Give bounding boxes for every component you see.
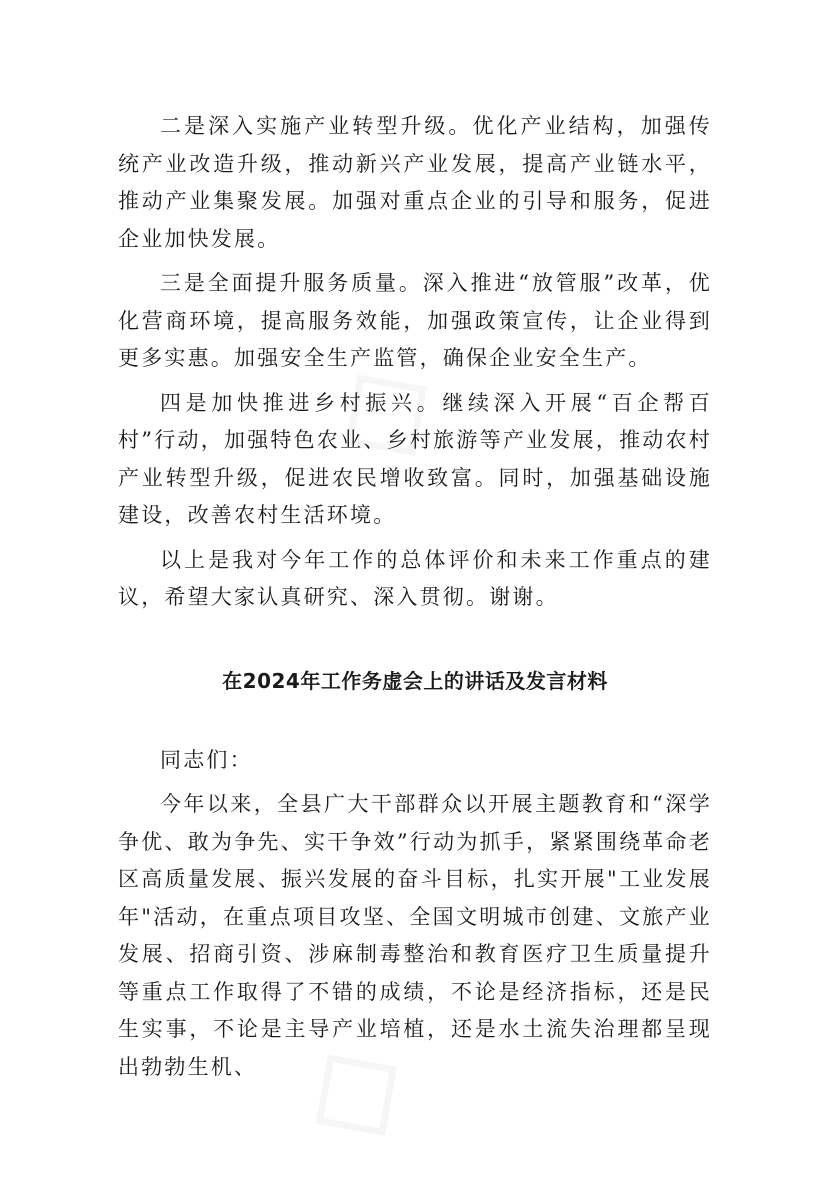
salutation: 同志们：	[160, 747, 253, 772]
document-title: 在2024年工作务虚会上的讲话及发言材料	[222, 668, 608, 693]
paragraph-closing: 以上是我对今年工作的总体评价和未来工作重点的建议，希望大家认真研究、深入贯彻。谢谢。	[118, 547, 712, 609]
paragraph-industry-upgrade: 二是深入实施产业转型升级。优化产业结构，加强传统产业改造升级，推动新兴产业发展，提高产业链水平，推动产业集聚发展。加强对重点企业的引导和服务，促进企业加快发展。	[118, 114, 712, 251]
paragraph-speech-opening: 今年以来，全县广大干部群众以开展主题教育和“深学争优、敢为争先、实干争效”行动为抓手，紧紧围绕革命老区高质量发展、振兴发展的奋斗目标，扎实开展"工业发展年"活动，在重点项目攻坚、全国文明城市创建、文旅产业发展、招商引资、涉麻制毒整治和教育医疗卫生质量提升等重点工作取得了不错的成绩，不论是经济指标，还是民生实事，不论是主导产业培植，还是水土流失治理都呈现出勃勃生机、	[118, 792, 712, 1079]
paragraph-rural-revitalization: 四是加快推进乡村振兴。继续深入开展“百企帮百村”行动，加强特色农业、乡村旅游等产业发展，推动农村产业转型升级，促进农民增收致富。同时，加强基础设施建设，改善农村生活环境。	[118, 390, 712, 527]
document-page	[118, 108, 712, 1093]
paragraph-service-quality: 三是全面提升服务质量。深入推进“放管服”改革，优化营商环境，提高服务效能，加强政策宣传，让企业得到更多实惠。加强安全生产监管，确保企业安全生产。	[118, 271, 712, 370]
